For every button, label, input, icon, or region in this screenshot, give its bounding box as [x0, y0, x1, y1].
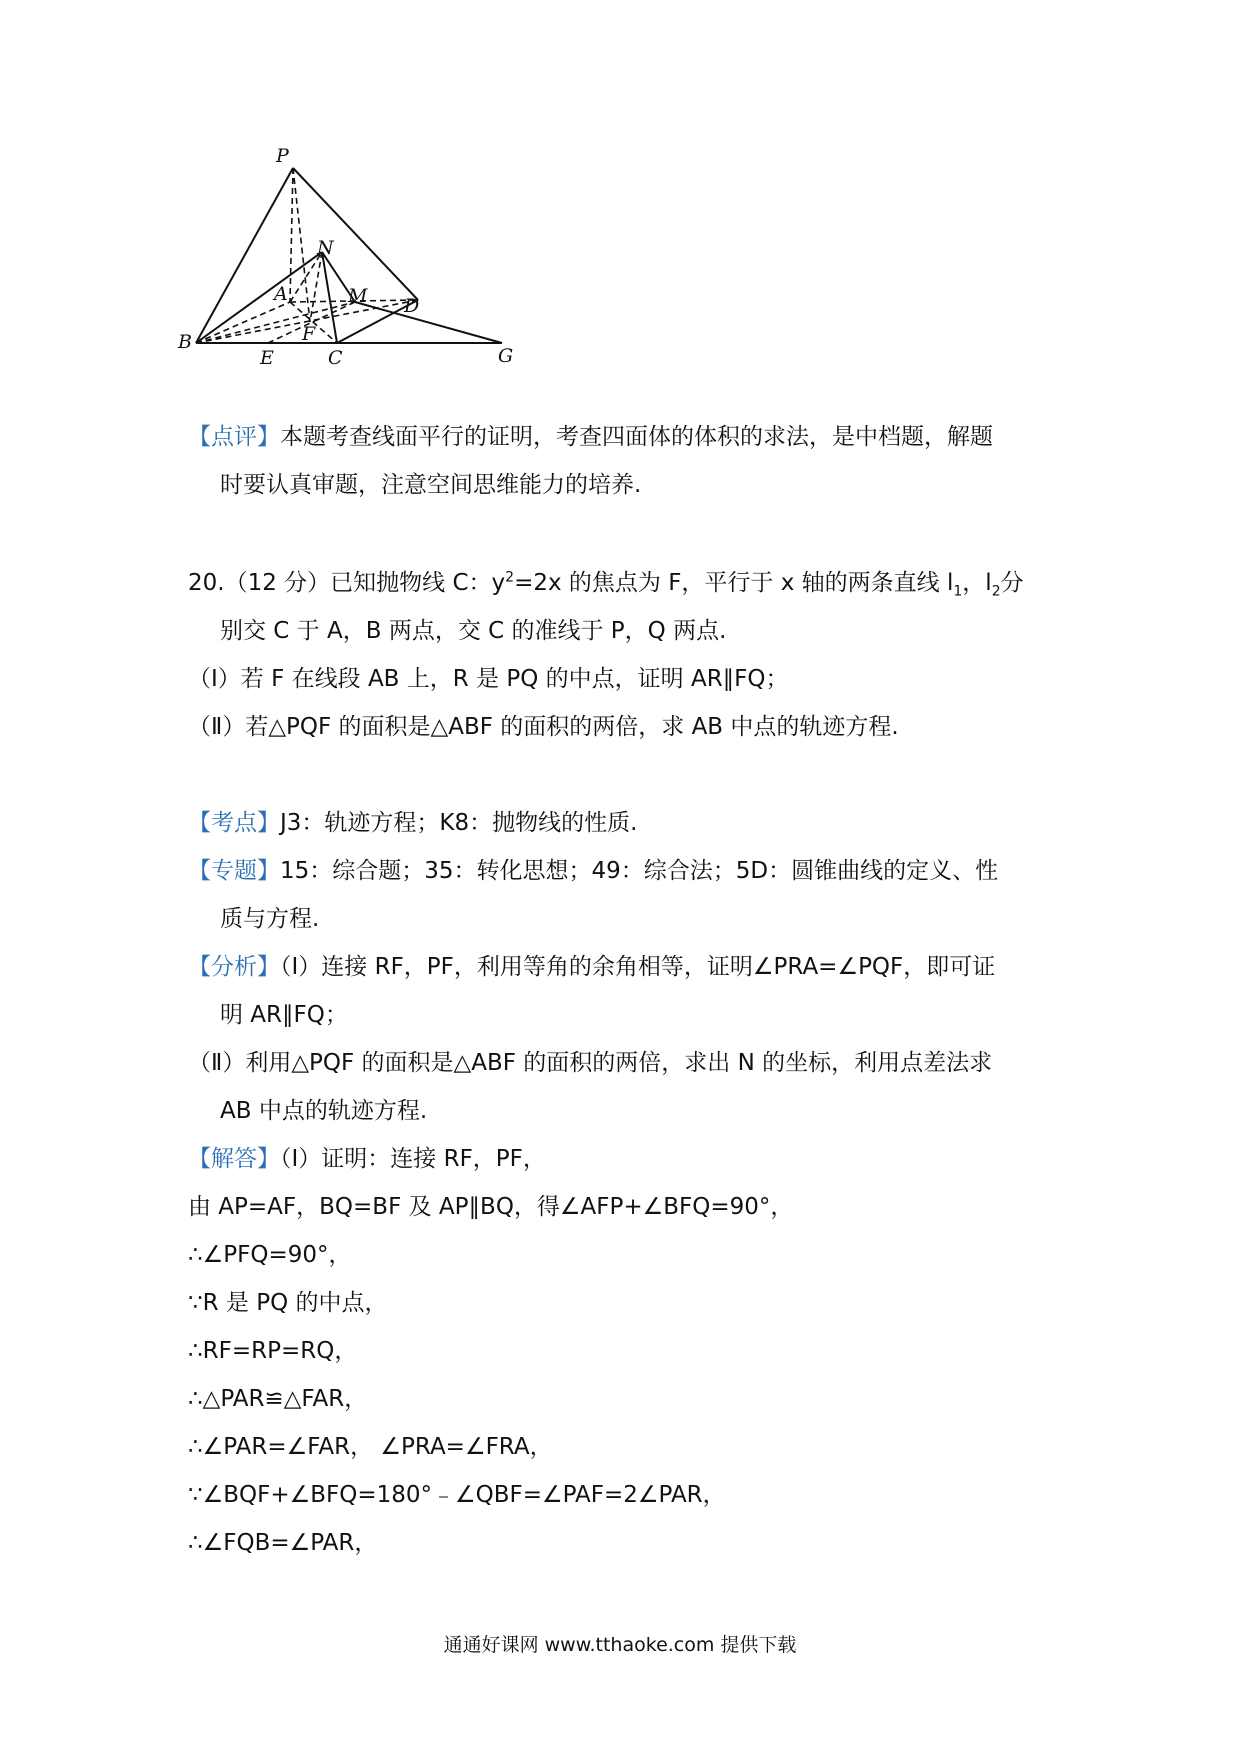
page-footer: 通通好课网 www.tthaoke.com 提供下载 [443, 1634, 797, 1656]
jieda-step-8: ∴∠FQB=∠PAR， [188, 1530, 378, 1556]
zhuanti-line-2: 质与方程. [220, 906, 320, 932]
review-tag: 【点评】 [188, 424, 280, 450]
label-E: E [260, 347, 274, 369]
review-line-1 [188, 422, 993, 452]
jieda-step-1: 由 AP=AF，BQ=BF 及 AP∥BQ，得∠AFP+∠BFQ=90°， [188, 1194, 794, 1220]
problem-text-a: 20.（12 分）已知抛物线 C：y [188, 570, 506, 596]
fenxi-line-4: AB 中点的轨迹方程. [220, 1098, 428, 1124]
zhuanti-tag: 【专题】 [188, 858, 280, 884]
label-F: F [302, 323, 316, 345]
jieda-step-4: ∴RF=RP=RQ， [188, 1338, 358, 1364]
problem-part-1: （Ⅰ）若 F 在线段 AB 上，R 是 PQ 的中点，证明 AR∥FQ； [188, 666, 789, 692]
label-D: D [404, 295, 420, 317]
label-P: P [276, 145, 289, 167]
problem-text-b: =2x 的焦点为 F，平行于 x 轴的两条直线 l [514, 570, 954, 596]
problem-text-d: 分 [1000, 570, 1024, 596]
label-N: N [317, 237, 334, 259]
label-C: C [328, 347, 343, 369]
edge-PF [293, 168, 310, 322]
jieda-step-6: ∴∠PAR=∠FAR， ∠PRA=∠FRA， [188, 1434, 553, 1460]
jieda-step-3: ∵R 是 PQ 的中点， [188, 1290, 388, 1316]
problem-text-c: ，l [962, 570, 992, 596]
problem-sup: 2 [505, 569, 515, 586]
kaodian-text: J3：轨迹方程；K8：抛物线的性质. [280, 810, 638, 836]
label-M: M [348, 285, 368, 307]
kaodian-tag: 【考点】 [188, 810, 280, 836]
geometry-figure [178, 145, 570, 410]
edge-NC [322, 252, 337, 343]
jieda-step-5: ∴△PAR≌△FAR， [188, 1386, 368, 1412]
fenxi-line-3: （Ⅱ）利用△PQF 的面积是△ABF 的面积的两倍，求出 N 的坐标，利用点差法求 [188, 1050, 993, 1076]
edge-PB [196, 168, 293, 343]
zhuanti-text-1: 15：综合题；35：转化思想；49：综合法；5D：圆锥曲线的定义、性 [280, 858, 999, 884]
edge-PA [290, 168, 293, 302]
pyramid-diagram [178, 145, 570, 410]
jieda-text-1: （Ⅰ）证明：连接 RF，PF， [280, 1146, 546, 1172]
jieda-line-1 [188, 1144, 546, 1174]
problem-part-2: （Ⅱ）若△PQF 的面积是△ABF 的面积的两倍，求 AB 中点的轨迹方程. [188, 714, 899, 740]
label-G: G [498, 345, 514, 367]
review-line-2: 时要认真审题，注意空间思维能力的培养. [220, 472, 642, 498]
label-B: B [178, 331, 192, 353]
review-text-1: 本题考查线面平行的证明，考查四面体的体积的求法，是中档题，解题 [280, 424, 993, 450]
fenxi-tag: 【分析】 [188, 954, 280, 980]
fenxi-line-2: 明 AR∥FQ； [220, 1002, 348, 1028]
problem-line-1 [188, 568, 1024, 598]
jieda-tag: 【解答】 [188, 1146, 280, 1172]
fenxi-line-1 [188, 952, 995, 982]
edge-PD [293, 168, 418, 300]
jieda-step-2: ∴∠PFQ=90°， [188, 1242, 352, 1268]
kaodian-line [188, 808, 637, 838]
zhuanti-line-1 [188, 856, 998, 886]
problem-sub-1: 1 [953, 583, 963, 600]
label-A: A [274, 283, 288, 305]
jieda-step-7: ∵∠BQF+∠BFQ=180°﹣∠QBF=∠PAF=2∠PAR， [188, 1482, 726, 1508]
problem-sub-2: 2 [991, 583, 1001, 600]
problem-line-2: 别交 C 于 A，B 两点，交 C 的准线于 P，Q 两点. [220, 618, 727, 644]
fenxi-text-1: （Ⅰ）连接 RF，PF，利用等角的余角相等，证明∠PRA=∠PQF，即可证 [280, 954, 996, 980]
